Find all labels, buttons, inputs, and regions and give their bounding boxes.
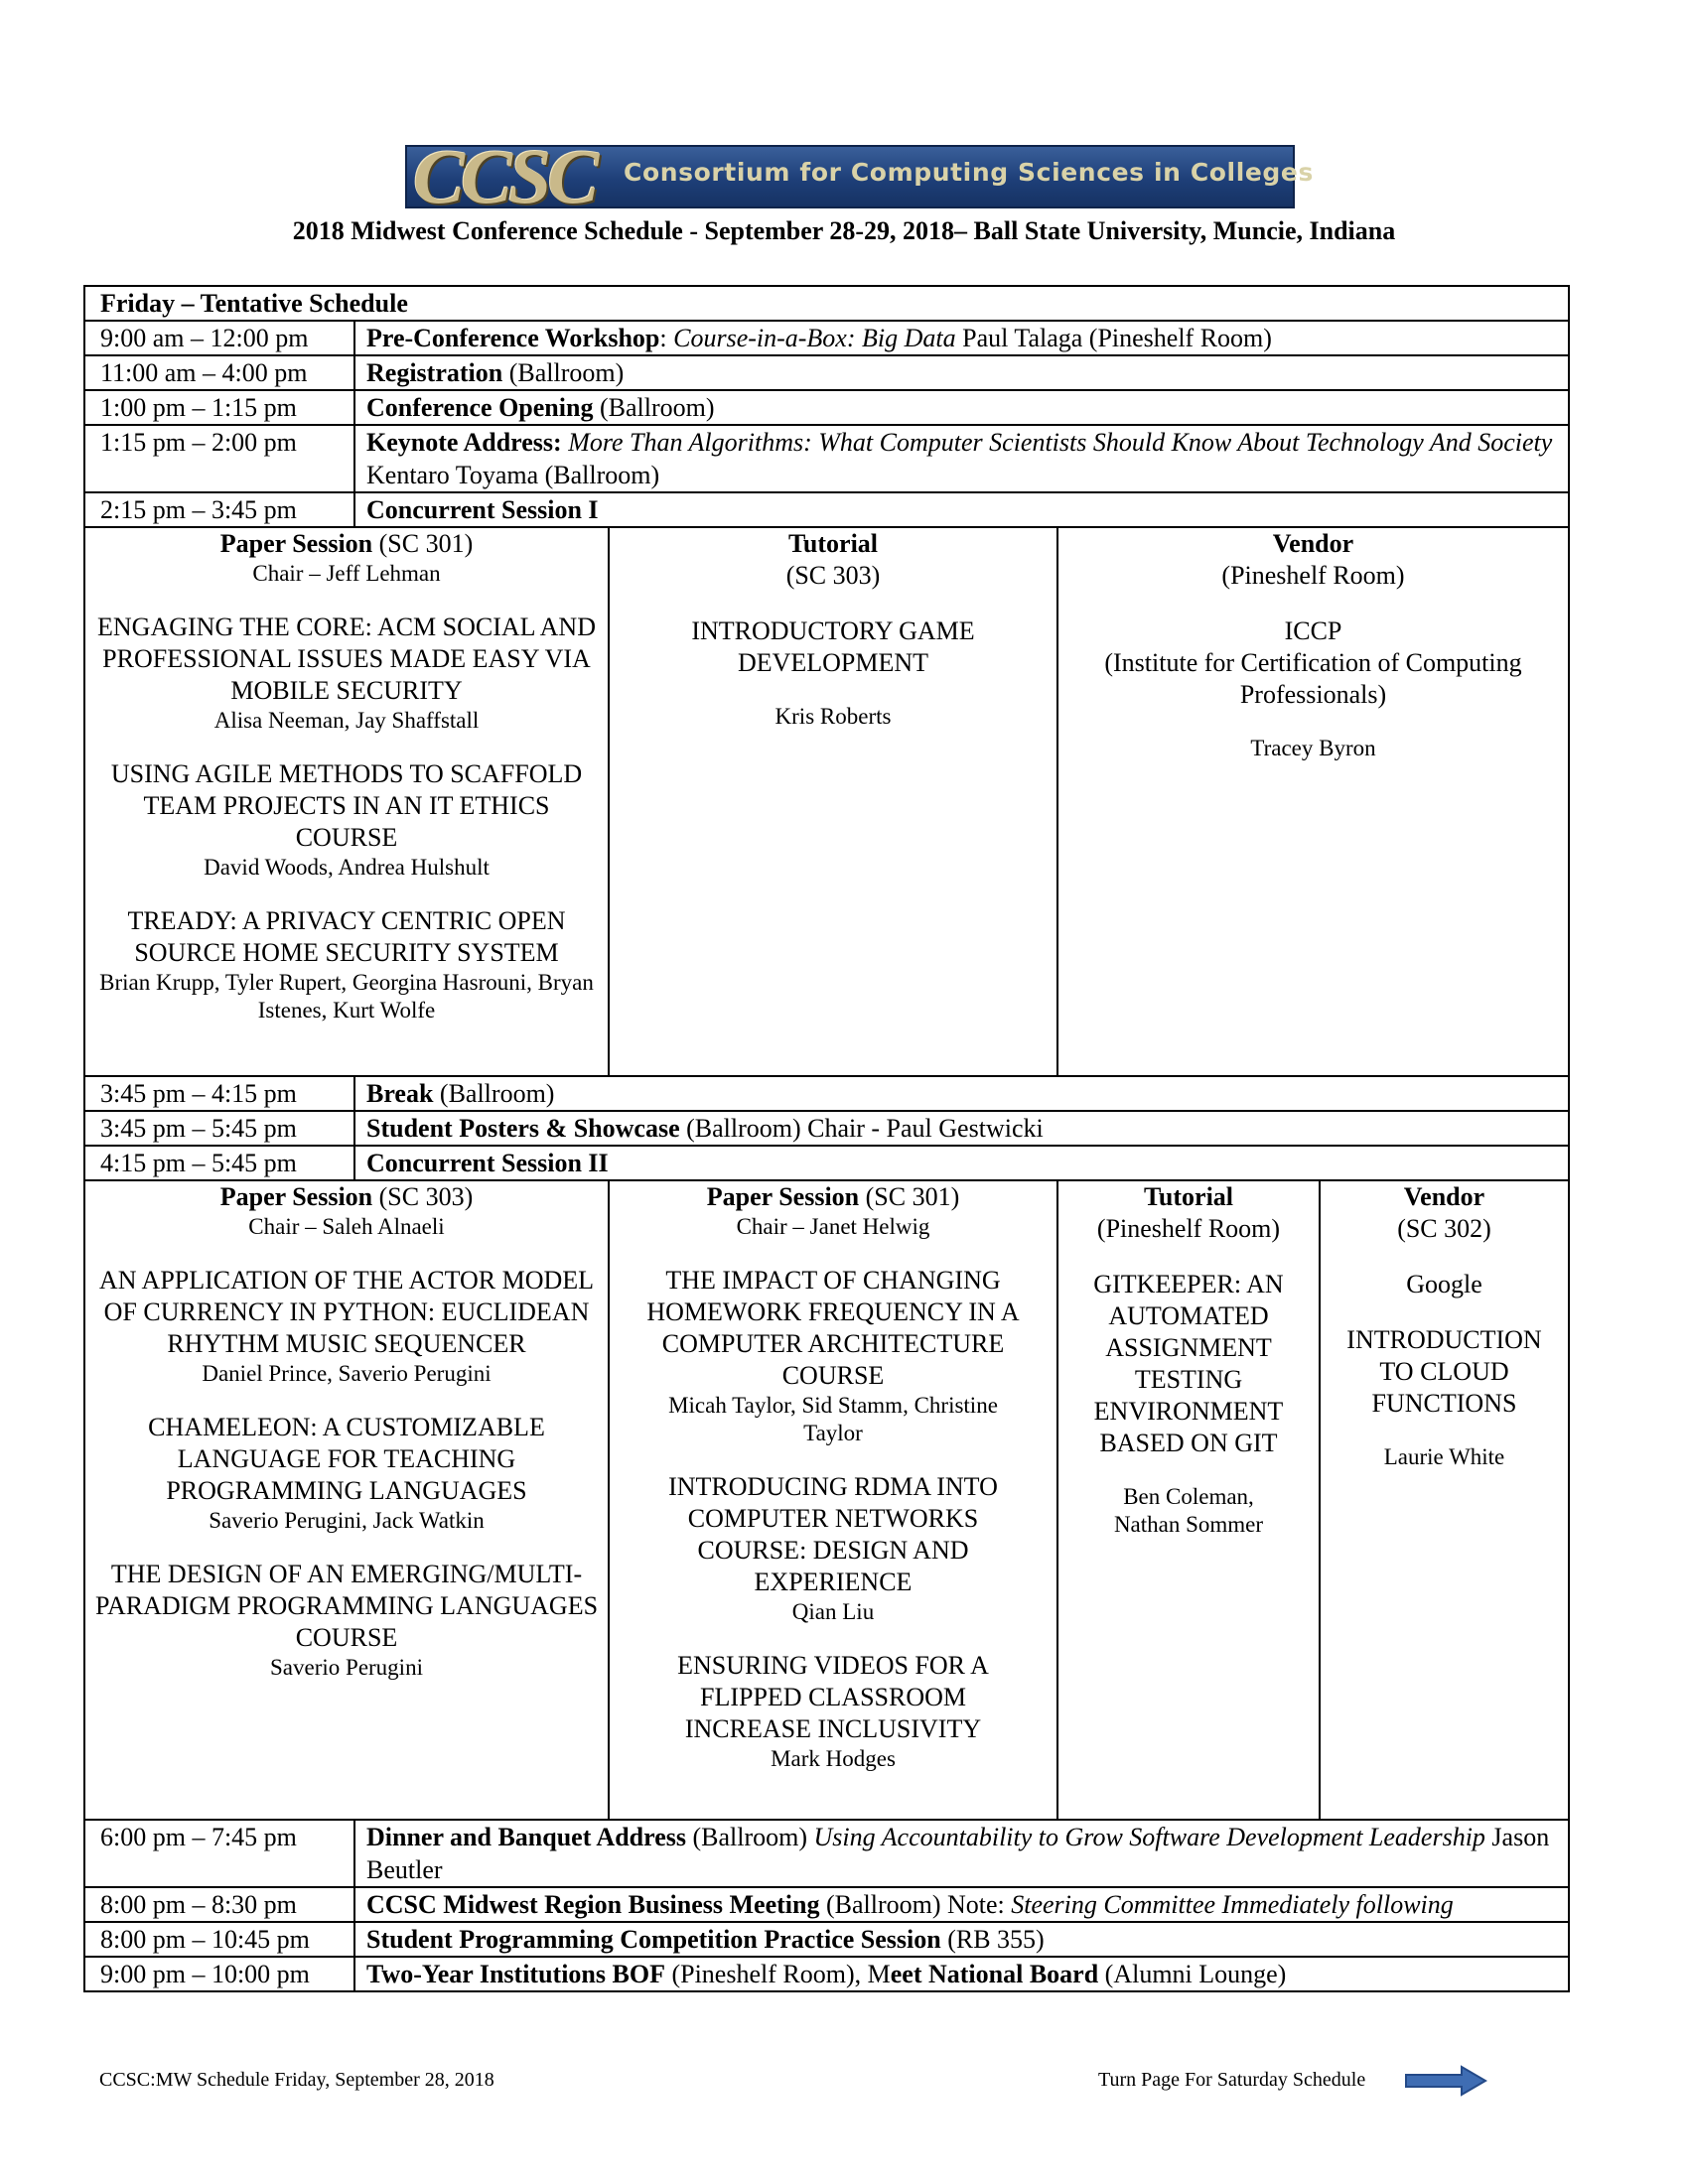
time-cell: 9:00 am – 12:00 pm [85, 322, 355, 354]
paper-title: THE IMPACT OF CHANGING HOMEWORK FREQUENCY IN A COMPUTER ARCHITECTURE COURSE [646, 1266, 1020, 1390]
tutorial-title: GITKEEPER: AN AUTOMATED ASSIGNMENT TESTING ENVIRONMENT BASED ON GIT [1093, 1270, 1284, 1457]
event-cell [355, 1147, 1568, 1179]
column-label: Paper Session [219, 529, 373, 558]
event-label: Student Posters & Showcase [366, 1114, 680, 1143]
column-room: (Pineshelf Room) [1096, 1214, 1281, 1243]
event-title: More Than Algorithms: What Computer Scientists Should Know About Technology And Society [561, 428, 1553, 457]
event-label: Dinner and Banquet Address [366, 1823, 686, 1851]
column-room: (SC 302) [1397, 1214, 1491, 1243]
column-room: (SC 301) [372, 529, 474, 558]
event-title: Using Accountability to Grow Software Development Leadership [813, 1823, 1485, 1851]
paper-authors: Micah Taylor, Sid Stamm, Christine Taylor [668, 1393, 998, 1445]
event-detail: Paul Talaga (Pineshelf Room) [955, 324, 1272, 352]
time-cell: 9:00 pm – 10:00 pm [85, 1958, 355, 1990]
column-label: Vendor [1272, 529, 1354, 558]
table-row [85, 354, 1568, 389]
table-row [85, 1110, 1568, 1145]
table-row [85, 389, 1568, 424]
event-cell [355, 1923, 1568, 1956]
event-detail: (Ballroom) Chair - Paul Gestwicki [679, 1114, 1044, 1143]
column-header [618, 1181, 1049, 1213]
event-cell [355, 391, 1568, 424]
event-label-2: eet National Board [890, 1960, 1099, 1988]
session-2-vendor-column [1321, 1181, 1568, 1819]
time-cell: 1:15 pm – 2:00 pm [85, 426, 355, 491]
paper-authors: Mark Hodges [771, 1746, 896, 1771]
vendor-title: ICCP [1284, 616, 1342, 645]
time-cell: 8:00 pm – 10:45 pm [85, 1923, 355, 1956]
column-label: Vendor [1403, 1182, 1485, 1211]
paper-authors: David Woods, Andrea Hulshult [204, 855, 490, 880]
session-chair: Chair – Saleh Alnaeli [248, 1214, 445, 1239]
column-header [93, 1181, 600, 1213]
column-room: (SC 303) [372, 1182, 474, 1211]
event-cell [355, 1112, 1568, 1145]
tutorial-title: INTRODUCTORY GAME DEVELOPMENT [691, 616, 975, 677]
column-room: (SC 303) [785, 561, 881, 590]
table-row [85, 1886, 1568, 1921]
event-label: CCSC Midwest Region Business Meeting [366, 1890, 820, 1919]
event-label: Registration [366, 358, 503, 387]
paper-authors: Saverio Perugini [270, 1655, 423, 1680]
event-cell [355, 1958, 1568, 1990]
paper-title: USING AGILE METHODS TO SCAFFOLD TEAM PROJECTS IN AN IT ETHICS COURSE [110, 759, 583, 852]
page-title: 2018 Midwest Conference Schedule - September 28-29, 2018– Ball State University, Muncie, Indiana [292, 216, 1396, 245]
session-2-tutorial-column [1058, 1181, 1321, 1819]
event-cell [355, 493, 1568, 526]
vendor-presenter: Tracey Byron [1250, 736, 1376, 760]
event-detail: (Ballroom) [433, 1079, 555, 1108]
paper-authors: Brian Krupp, Tyler Rupert, Georgina Hasrouni, Bryan Istenes, Kurt Wolfe [99, 970, 594, 1023]
logo-text: Consortium for Computing Sciences in Colleges [624, 158, 1314, 187]
table-row [85, 1075, 1568, 1110]
paper-title: ENSURING VIDEOS FOR A FLIPPED CLASSROOM INCREASE INCLUSIVITY [677, 1651, 989, 1743]
schedule-table [83, 285, 1570, 1992]
paper-authors: Qian Liu [791, 1599, 875, 1624]
event-detail: (Ballroom) [502, 358, 625, 387]
vendor-company: Google [1406, 1270, 1482, 1298]
event-detail: (Ballroom) [685, 1823, 814, 1851]
time-cell: 3:45 pm – 5:45 pm [85, 1112, 355, 1145]
event-detail-2: Jason Beutler [366, 1823, 1550, 1884]
event-cell [355, 322, 1568, 354]
column-label: Tutorial [787, 529, 879, 558]
event-cell [355, 1077, 1568, 1110]
time-cell: 8:00 pm – 8:30 pm [85, 1888, 355, 1921]
event-sep: : [659, 324, 674, 352]
event-label: Conference Opening [366, 393, 594, 422]
event-label: Pre-Conference Workshop [366, 324, 660, 352]
table-row [85, 424, 1568, 491]
event-cell [355, 1888, 1568, 1921]
paper-title: THE DESIGN OF AN EMERGING/MULTI-PARADIGM PROGRAMMING LANGUAGES COURSE [94, 1560, 599, 1652]
time-cell: 6:00 pm – 7:45 pm [85, 1821, 355, 1886]
session-1-paper-column [85, 528, 610, 1075]
session-1-grid [85, 526, 1568, 1075]
event-detail: (Ballroom) Note: [819, 1890, 1012, 1919]
session-2-grid [85, 1179, 1568, 1819]
event-cell [355, 1821, 1568, 1886]
column-room: (SC 301) [859, 1182, 960, 1211]
logo-mark: CCSC [413, 133, 596, 219]
event-label: Concurrent Session I [366, 495, 599, 524]
event-label: Break [366, 1079, 434, 1108]
time-cell: 11:00 am – 4:00 pm [85, 356, 355, 389]
session-2-paper-column-a [85, 1181, 610, 1819]
paper-authors: Daniel Prince, Saverio Perugini [202, 1361, 492, 1386]
session-1-vendor-column [1058, 528, 1568, 1075]
column-label: Paper Session [706, 1182, 860, 1211]
paper-title: CHAMELEON: A CUSTOMIZABLE LANGUAGE FOR TEACHING PROGRAMMING LANGUAGES [148, 1413, 545, 1505]
event-title: Course-in-a-Box: Big Data [673, 324, 956, 352]
schedule-heading-row [85, 287, 1568, 320]
column-room: (Pineshelf Room) [1221, 561, 1405, 590]
event-label: Student Programming Competition Practice Session [366, 1925, 941, 1954]
right-arrow-icon [1404, 2065, 1487, 2097]
vendor-title: INTRODUCTION TO CLOUD FUNCTIONS [1346, 1325, 1542, 1418]
event-note: Steering Committee Immediately following [1011, 1890, 1454, 1919]
event-detail: (RB 355) [940, 1925, 1045, 1954]
time-cell: 1:00 pm – 1:15 pm [85, 391, 355, 424]
paper-title: TREADY: A PRIVACY CENTRIC OPEN SOURCE HOME SECURITY SYSTEM [127, 906, 566, 967]
vendor-presenter: Laurie White [1383, 1444, 1505, 1469]
footer-left: CCSC:MW Schedule Friday, September 28, 2018 [99, 2069, 494, 2091]
table-row [85, 1956, 1568, 1990]
event-label: Two-Year Institutions BOF [366, 1960, 665, 1988]
paper-title: ENGAGING THE CORE: ACM SOCIAL AND PROFESSIONAL ISSUES MADE EASY VIA MOBILE SECURITY [97, 613, 596, 705]
footer-right: Turn Page For Saturday Schedule [1098, 2069, 1366, 2091]
table-row [85, 1145, 1568, 1179]
session-2-paper-column-b [610, 1181, 1058, 1819]
column-header [93, 528, 600, 560]
tutorial-presenter: Kris Roberts [774, 704, 892, 729]
session-chair: Chair – Janet Helwig [736, 1214, 930, 1239]
paper-title: AN APPLICATION OF THE ACTOR MODEL OF CURRENCY IN PYTHON: EUCLIDEAN RHYTHM MUSIC SEQUENCER [98, 1266, 595, 1358]
event-detail-2: (Alumni Lounge) [1098, 1960, 1287, 1988]
time-cell: 3:45 pm – 4:15 pm [85, 1077, 355, 1110]
time-cell: 2:15 pm – 3:45 pm [85, 493, 355, 526]
tutorial-presenter: Ben Coleman, Nathan Sommer [1113, 1484, 1264, 1537]
session-1-tutorial-column [610, 528, 1058, 1075]
event-cell [355, 356, 1568, 389]
column-label: Paper Session [219, 1182, 373, 1211]
event-detail: Kentaro Toyama (Ballroom) [366, 461, 660, 489]
time-cell: 4:15 pm – 5:45 pm [85, 1147, 355, 1179]
table-row [85, 1819, 1568, 1886]
vendor-subtitle: (Institute for Certification of Computing Professionals) [1104, 648, 1522, 709]
event-cell [355, 426, 1568, 491]
session-chair: Chair – Jeff Lehman [252, 561, 441, 586]
table-row [85, 320, 1568, 354]
event-label: Concurrent Session II [366, 1149, 609, 1177]
table-row [85, 1921, 1568, 1956]
schedule-heading: Friday – Tentative Schedule [100, 289, 408, 318]
event-label: Keynote Address: [366, 428, 562, 457]
event-detail: (Ballroom) [593, 393, 715, 422]
paper-authors: Saverio Perugini, Jack Watkin [209, 1508, 485, 1533]
paper-authors: Alisa Neeman, Jay Shaffstall [213, 708, 480, 733]
ccsc-logo [405, 133, 1314, 219]
event-detail: (Pineshelf Room), M [664, 1960, 891, 1988]
column-label: Tutorial [1143, 1182, 1234, 1211]
paper-title: INTRODUCING RDMA INTO COMPUTER NETWORKS COURSE: DESIGN AND EXPERIENCE [668, 1472, 998, 1596]
table-row [85, 491, 1568, 526]
